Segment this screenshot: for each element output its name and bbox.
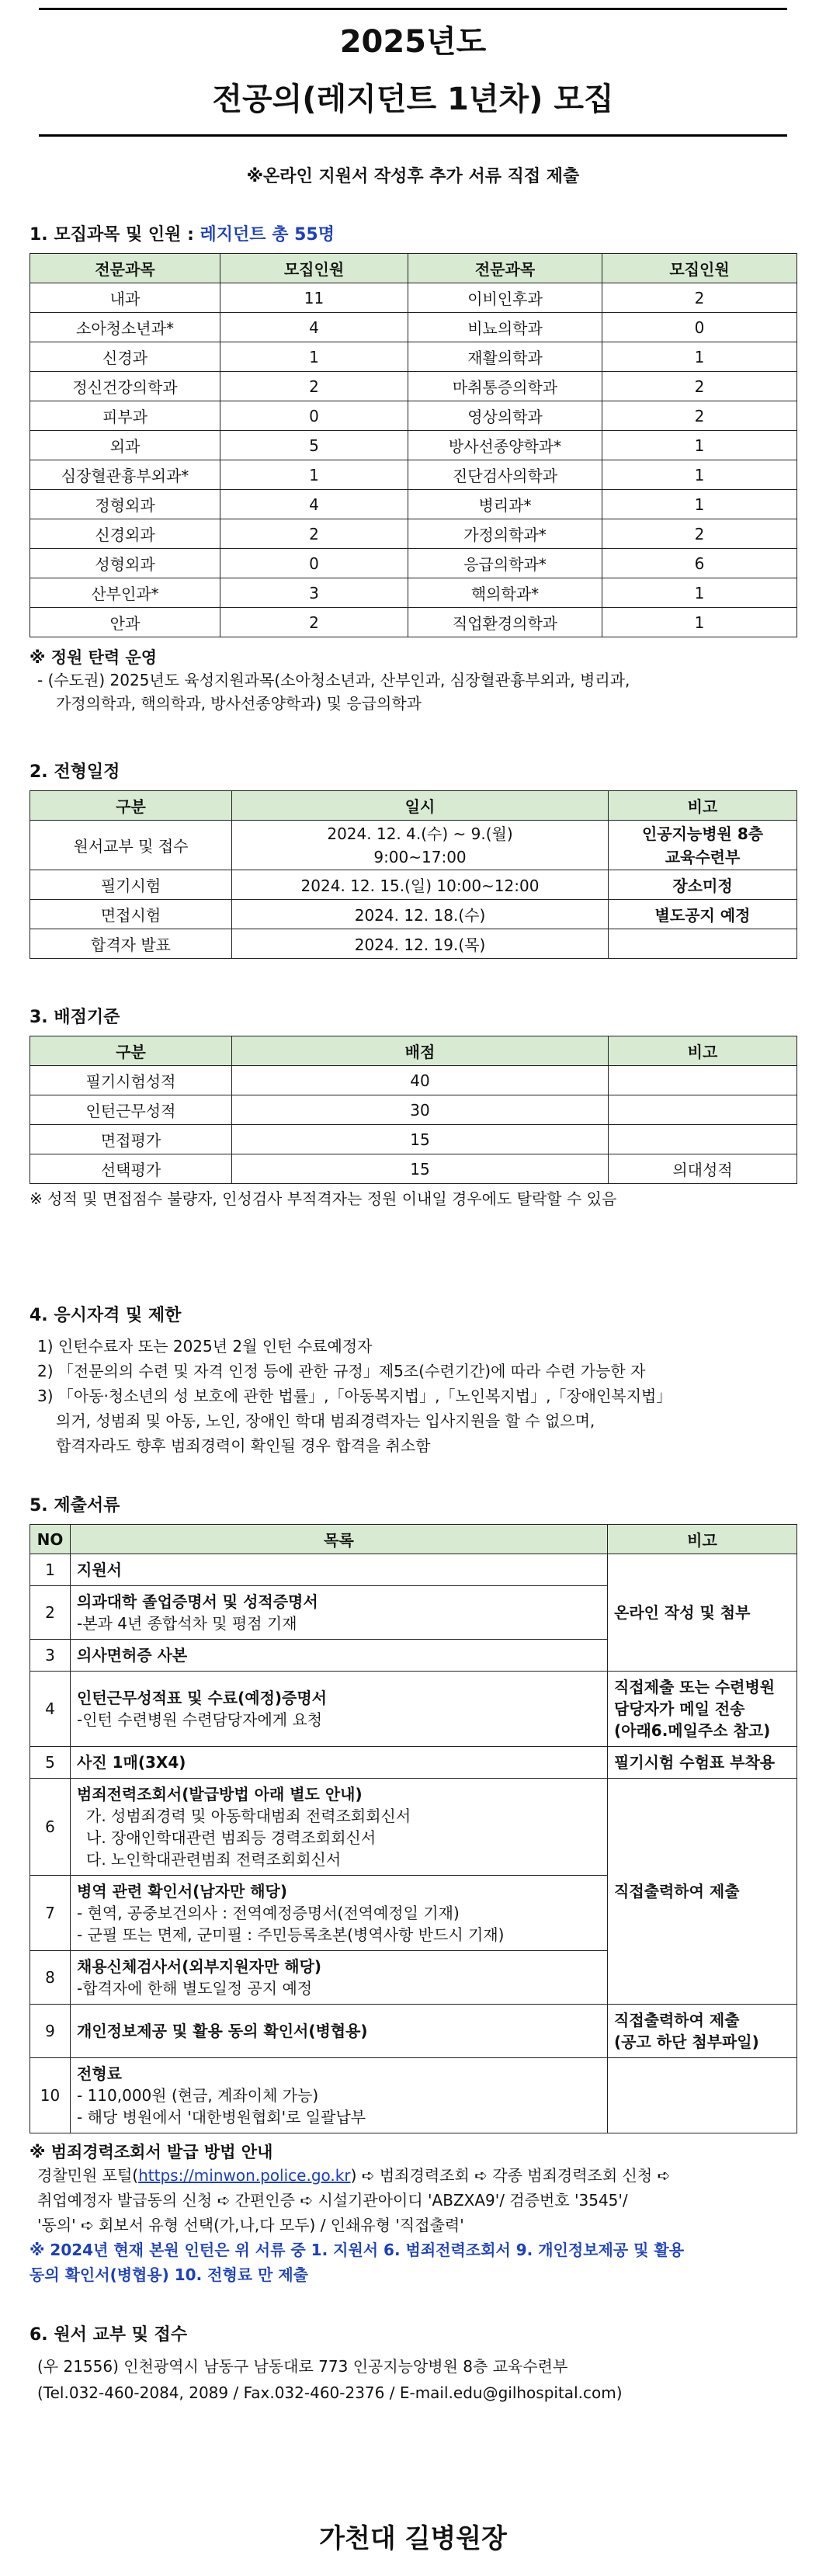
quota-dept: 피부과 [30,401,220,431]
scoring-score: 40 [232,1066,609,1095]
guide-line-3: '동의' ➪ 회보서 유형 선택(가,나,다 모두) / 인쇄유형 '직접출력' [37,2216,464,2234]
schedule-row: 원서교부 및 접수 2024. 12. 4.(수) ~ 9.(월) 9:00~17:00 인공지능병원 8층 교육수련부 [30,821,797,870]
doc-row-4: 4 인턴근무성적표 및 수료(예정)증명서 -인턴 수련병원 수련담당자에게 요청 직접제출 또는 수련병원 담당자가 메일 전송 (아래6.메일주소 참고) [30,1672,797,1747]
schedule-header-note: 비고 [609,791,797,821]
docs-header-no: NO [30,1525,71,1554]
schedule-table [30,790,797,959]
guide-line-1: 경찰민원 포털(https://minwon.police.go.kr) ➪ 범죄경력조회 ➪ 각종 범죄경력조회 신청 ➪ [37,2166,671,2185]
doc-row-9: 9 개인정보제공 및 활용 동의 확인서(병협용) 직접출력하여 제출 (공고 하단 첨부파일) [30,2005,797,2058]
intern-warning-2: 동의 확인서(병협용) 10. 전형료 만 제출 [30,2265,309,2284]
quota-row [30,490,797,519]
doc-row-3: 3 의사면허증 사본 [30,1640,797,1672]
doc-row-8: 8 채용신체검사서(외부지원자만 해당) -합격자에 한해 별도일정 공지 예정 [30,1951,797,2005]
scoring-row [30,1125,797,1154]
quota-count: 3 [220,578,408,608]
schedule-row: 면접시험 2024. 12. 18.(수) 별도공지 예정 [30,900,797,929]
quota-row [30,401,797,431]
quota-row [30,431,797,460]
quota-count: 2 [220,608,408,637]
quota-count: 1 [220,342,408,372]
quota-count: 0 [220,549,408,578]
quota-count: 6 [602,549,797,578]
quota-dept: 재활의학과 [408,342,602,372]
recruitment-notice [0,8,826,2576]
quota-row [30,460,797,490]
quota-count: 1 [220,460,408,490]
quota-count: 2 [602,519,797,549]
quota-header-row [30,254,797,283]
section-6 [30,2321,796,2406]
doc-note-online: 온라인 작성 및 첨부 [608,1554,797,1672]
scoring-note [609,1125,797,1154]
scoring-score: 30 [232,1095,609,1125]
quota-count: 1 [602,431,797,460]
section-4-heading: 4. 응시자격 및 제한 [30,1306,182,1325]
scoring-row [30,1066,797,1095]
scoring-note: ※ 성적 및 면접점수 불량자, 인성검사 부적격자는 정원 이내일 경우에도 탈락할 수 있음 [30,1189,617,1208]
quota-count: 0 [220,401,408,431]
quota-dept: 마취통증의학과 [408,372,602,401]
section-3 [30,1004,796,1210]
quota-count: 4 [220,490,408,519]
quota-dept: 안과 [30,608,220,637]
total-count: 레지던트 총 55명 [200,225,335,245]
scoring-note [609,1066,797,1095]
section-2 [30,759,796,959]
section-1-heading: 1. 모집과목 및 인원 : 레지던트 총 55명 [30,225,335,245]
intern-warning-1: ※ 2024년 현재 본원 인턴은 위 서류 중 1. 지원서 6. 범죄전력조회서 9. 개인정보제공 및 활용 [30,2241,685,2259]
quota-dept: 진단검사의학과 [408,460,602,490]
quota-dept: 영상의학과 [408,401,602,431]
title-rule-bottom [39,134,787,137]
quota-row [30,283,797,313]
quota-dept: 산부인과* [30,578,220,608]
quota-dept: 직업환경의학과 [408,608,602,637]
quota-row [30,342,797,372]
police-portal-link[interactable]: https://minwon.police.go.kr [138,2166,351,2185]
qualification-3c: 합격자라도 향후 범죄경력이 확인될 경우 합격을 취소함 [56,1436,431,1455]
schedule-row: 합격자 발표 2024. 12. 19.(목) [30,929,797,959]
quota-count: 11 [220,283,408,313]
doc-row-10: 10 전형료 - 110,000원 (현금, 계좌이체 가능) - 해당 병원에서 '대한병원협회'로 일괄납부 [30,2058,797,2133]
quota-count: 4 [220,313,408,342]
docs-header-list: 목록 [71,1525,608,1554]
doc-note-print: 직접출력하여 제출 [608,1779,797,2005]
doc-row-1: 1 지원서 온라인 작성 및 첨부 [30,1554,797,1586]
quota-count: 1 [602,490,797,519]
quota-dept: 방사선종양학과* [408,431,602,460]
quota-dept: 외과 [30,431,220,460]
scoring-type: 인턴근무성적 [30,1095,232,1125]
header-dept-1: 전문과목 [30,254,220,283]
header-count-2: 모집인원 [602,254,797,283]
scoring-note: 의대성적 [609,1154,797,1184]
doc-row-7: 7 병역 관련 확인서(남자만 해당) - 현역, 공중보건의사 : 전역예정증명서(전역예정일 기재) - 군필 또는 면제, 군미필 : 주민등록초본(병역사항 반드시 기재) [30,1876,797,1951]
quota-dept: 병리과* [408,490,602,519]
qualification-3b: 의거, 성범죄 및 아동, 노인, 장애인 학대 범죄경력자는 입사지원을 할 수 없으며, [56,1411,595,1430]
quota-count: 1 [602,342,797,372]
quota-count: 1 [602,460,797,490]
signature: 가천대 길병원장 [319,2523,507,2554]
quota-row [30,313,797,342]
schedule-header-date: 일시 [232,791,609,821]
quota-dept: 핵의학과* [408,578,602,608]
contact-line: (Tel.032-460-2084, 2089 / Fax.032-460-2376 / E-mail.edu@gilhospital.com) [37,2383,623,2402]
quota-count: 0 [602,313,797,342]
scoring-type: 필기시험성적 [30,1066,232,1095]
quota-count: 2 [602,372,797,401]
scoring-type: 면접평가 [30,1125,232,1154]
quota-count: 2 [602,401,797,431]
quota-dept: 성형외과 [30,549,220,578]
quota-dept: 이비인후과 [408,283,602,313]
quota-dept: 내과 [30,283,220,313]
qualification-1: 1) 인턴수료자 또는 2025년 2월 인턴 수료예정자 [37,1337,373,1356]
quota-note-title: ※ 정원 탄력 운영 [30,648,158,667]
qualification-2: 2) 「전문의의 수련 및 자격 인정 등에 관한 규정」제5조(수련기간)에 따라 수련 가능한 자 [37,1362,646,1380]
section-5-heading: 5. 제출서류 [30,1496,120,1515]
title-main: 전공의(레지던트 1년차) 모집 [212,82,614,117]
quota-dept: 신경과 [30,342,220,372]
scoring-row [30,1154,797,1184]
section-1 [30,221,796,715]
scoring-row [30,1095,797,1125]
quota-count: 2 [220,372,408,401]
scoring-header-type: 구분 [30,1036,232,1066]
quota-row [30,549,797,578]
quota-count: 1 [602,578,797,608]
header-dept-2: 전문과목 [408,254,602,283]
subtitle: ※온라인 지원서 작성후 추가 서류 직접 제출 [246,167,580,186]
scoring-header-note: 비고 [609,1036,797,1066]
qualification-3a: 3) 「아동‧청소년의 성 보호에 관한 법률」,「아동복지법」,「노인복지법」,「장애인복지법」 [37,1387,672,1405]
doc-row-5: 5 사진 1매(3X4) 필기시험 수험표 부착용 [30,1747,797,1779]
docs-header-note: 비고 [608,1525,797,1554]
title-year: 2025년도 [339,24,487,60]
quota-count: 2 [602,283,797,313]
quota-row [30,519,797,549]
section-3-heading: 3. 배점기준 [30,1008,120,1027]
quota-note-line1: - (수도권) 2025년도 육성지원과목(소아청소년과, 산부인과, 심장혈관흉부외과, 병리과, [37,671,630,689]
quota-dept: 소아청소년과* [30,313,220,342]
scoring-type: 선택평가 [30,1154,232,1184]
quota-row [30,608,797,637]
quota-note-line2: 가정의학과, 핵의학과, 방사선종양학과) 및 응급의학과 [56,694,422,713]
schedule-row: 필기시험 2024. 12. 15.(일) 10:00~12:00 장소미정 [30,870,797,900]
title-block [30,8,796,137]
section-5 [30,1492,796,2287]
quota-dept: 정형외과 [30,490,220,519]
quota-dept: 심장혈관흉부외과* [30,460,220,490]
doc-row-2: 2 의과대학 졸업증명서 및 성적증명서 -본과 4년 종합석차 및 평점 기재 [30,1586,797,1640]
documents-table [30,1524,797,2133]
quota-dept: 가정의학과* [408,519,602,549]
quota-count: 5 [220,431,408,460]
guide-line-2: 취업예정자 발급동의 신청 ➪ 간편인증 ➪ 시설기관아이디 'ABZXA9'/ 검증번호 '3545'/ [37,2191,628,2210]
address-line: (우 21556) 인천광역시 남동구 남동대로 773 인공지능앙병원 8층 교육수련부 [37,2357,568,2376]
quota-dept: 정신건강의학과 [30,372,220,401]
quota-dept: 비뇨의학과 [408,313,602,342]
scoring-score: 15 [232,1154,609,1184]
scoring-score: 15 [232,1125,609,1154]
criminal-check-guide-title: ※ 범죄경력조회서 발급 방법 안내 [30,2143,273,2161]
quota-count: 2 [220,519,408,549]
schedule-header-type: 구분 [30,791,232,821]
doc-row-6: 6 범죄전력조회서(발급방법 아래 별도 안내) 가. 성범죄경력 및 아동학대범죄 전력조회회신서 나. 장애인학대관련 범죄등 경력조회회신서 다. 노인학대관련범죄 전력조회회신서 직접출력하여 제출 [30,1779,797,1876]
section-4 [30,1302,796,1458]
quota-table [30,253,797,637]
quota-row [30,578,797,608]
quota-count: 1 [602,608,797,637]
section-6-heading: 6. 원서 교부 및 접수 [30,2325,188,2345]
section-2-heading: 2. 전형일정 [30,762,120,782]
quota-dept: 신경외과 [30,519,220,549]
scoring-note [609,1095,797,1125]
quota-dept: 응급의학과* [408,549,602,578]
quota-row [30,372,797,401]
scoring-table [30,1036,797,1184]
header-count-1: 모집인원 [220,254,408,283]
scoring-header-score: 배점 [232,1036,609,1066]
